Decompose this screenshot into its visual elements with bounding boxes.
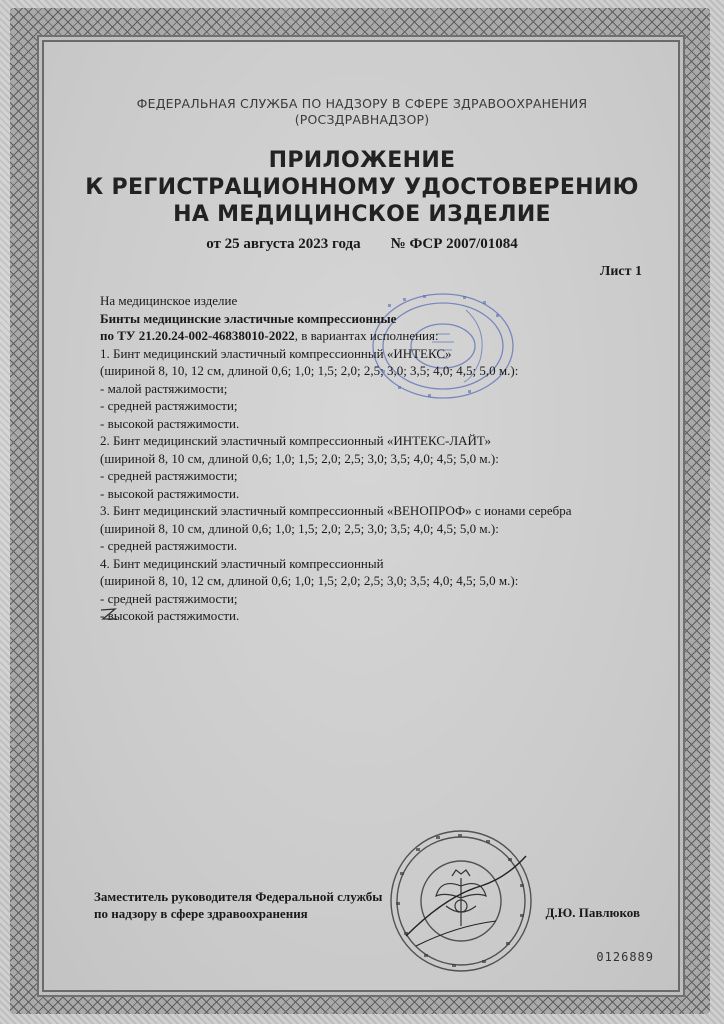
agency-name: ФЕДЕРАЛЬНАЯ СЛУЖБА ПО НАДЗОРУ В СФЕРЕ ЗДРАВООХРАНЕНИЯ — [136, 96, 588, 111]
product-description — [100, 292, 640, 625]
variant-line: (шириной 8, 10, 12 см, длиной 0,6; 1,0; 1,5; 2,0; 2,5; 3,0; 3,5; 4,0; 4,5; 5,0 м.): — [100, 363, 519, 378]
agency-abbrev: (РОСЗДРАВНАДЗОР) — [294, 112, 430, 127]
variant-line: (шириной 8, 10 см, длиной 0,6; 1,0; 1,5; 2,0; 2,5; 3,0; 3,5; 4,0; 4,5; 5,0 м.): — [100, 450, 499, 466]
tu-line — [100, 327, 640, 345]
end-mark-icon — [98, 606, 120, 624]
variant-line: 3. Бинт медицинский эластичный компрессионный «ВЕНОПРОФ» с ионами серебра — [100, 503, 572, 518]
title-line-3: НА МЕДИЦИНСКОЕ ИЗДЕЛИЕ — [173, 202, 551, 227]
title-line-2: К РЕГИСТРАЦИОННОМУ УДОСТОВЕРЕНИЮ — [85, 175, 639, 200]
variant-line: (шириной 8, 10 см, длиной 0,6; 1,0; 1,5; 2,0; 2,5; 3,0; 3,5; 4,0; 4,5; 5,0 м.): — [100, 520, 499, 536]
variant-line: (шириной 8, 10, 12 см, длиной 0,6; 1,0; 1,5; 2,0; 2,5; 3,0; 3,5; 4,0; 4,5; 5,0 м.): — [100, 573, 519, 588]
serial-number: 0126889 — [596, 950, 654, 964]
sheet-number: Лист 1 — [599, 264, 642, 279]
intro-line: На медицинское изделие — [100, 293, 238, 308]
official-seal-icon — [386, 826, 536, 976]
title-line-1: ПРИЛОЖЕНИЕ — [268, 148, 456, 173]
variant-line: - средней растяжимости; — [100, 398, 238, 413]
signer-position-line-1: Заместитель руководителя Федеральной службы — [94, 889, 383, 904]
registration-number: № ФСР 2007/01084 — [390, 236, 518, 252]
variant-line: - средней растяжимости; — [100, 468, 238, 483]
variant-line: - средней растяжимости; — [100, 590, 238, 606]
variant-line: - высокой растяжимости. — [100, 485, 240, 501]
variant-line: - высокой растяжимости. — [100, 415, 240, 431]
tu-suffix: , в вариантах исполнения: — [294, 328, 439, 343]
date-line — [0, 236, 724, 253]
variant-line: - средней растяжимости. — [100, 538, 238, 553]
signature-block — [94, 888, 382, 922]
signer-position-line-2: по надзору в сфере здравоохранения — [94, 906, 308, 921]
variant-line: - малой растяжимости; — [100, 380, 228, 396]
variant-line: 1. Бинт медицинский эластичный компрессионный «ИНТЕКС» — [100, 345, 452, 361]
issue-date: от 25 августа 2023 года — [206, 236, 361, 252]
variant-line: 2. Бинт медицинский эластичный компрессионный «ИНТЕКС-ЛАЙТ» — [100, 433, 492, 448]
product-name: Бинты медицинские эластичные компрессионные — [100, 310, 397, 326]
variant-line: 4. Бинт медицинский эластичный компрессионный — [100, 555, 384, 571]
tu-reference: по ТУ 21.20.24-002-46838010-2022 — [100, 328, 295, 343]
signer-name: Д.Ю. Павлюков — [545, 905, 640, 920]
variant-line: - высокой растяжимости. — [100, 608, 240, 623]
